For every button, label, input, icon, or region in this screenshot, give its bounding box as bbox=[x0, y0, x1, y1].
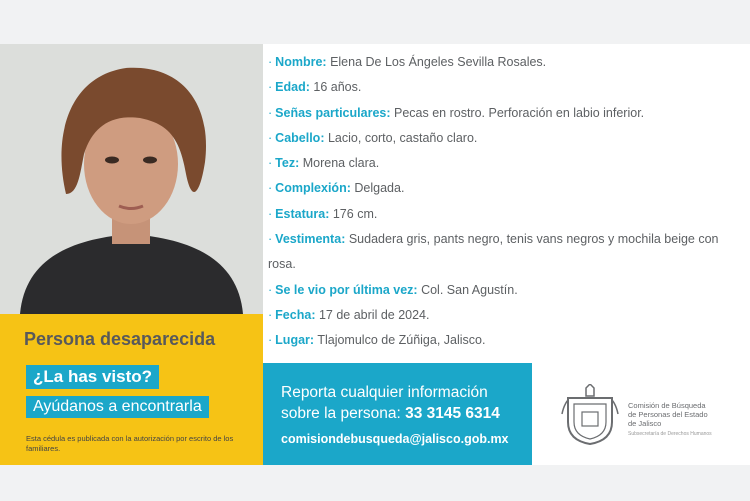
help-label: Ayúdanos a encontrarla bbox=[26, 396, 209, 418]
authorization-note: Esta cédula es publicada con la autorización por escrito de los familiares. bbox=[26, 434, 234, 453]
detail-row: · Señas particulares: Pecas en rostro. Perforación en labio inferior. bbox=[268, 105, 645, 120]
detail-row: · Estatura: 176 cm. bbox=[268, 206, 378, 221]
question-label: ¿La has visto? bbox=[26, 365, 159, 389]
missing-person-poster bbox=[0, 44, 750, 465]
detail-row: · Nombre: Elena De Los Ángeles Sevilla Rosales. bbox=[268, 55, 547, 69]
person-photo bbox=[0, 44, 263, 314]
detail-row: · Lugar: Tlajomulco de Zúñiga, Jalisco. bbox=[268, 333, 486, 348]
detail-row: · Edad: 16 años. bbox=[268, 80, 362, 95]
contact-email[interactable]: comisiondebusqueda@jalisco.gob.mx bbox=[281, 432, 509, 446]
organization-name: Comisión de Búsqueda de Personas del Estado de Jalisco Subsecretaría de Derechos Humanos bbox=[628, 401, 748, 439]
detail-row: · Vestimenta: Sudadera gris, pants negro, tenis vans negros y mochila beige con rosa. bbox=[268, 232, 719, 272]
detail-row: · Tez: Morena clara. bbox=[268, 156, 380, 171]
detail-row: · Fecha: 17 de abril de 2024. bbox=[268, 307, 430, 322]
contact-line: Reporta cualquier información bbox=[281, 384, 488, 401]
detail-row: · Se le vio por última vez: Col. San Agustín. bbox=[268, 282, 518, 297]
organization-sub: Subsecretaría de Derechos Humanos bbox=[628, 431, 712, 437]
contact-phone-line: sobre la persona: 33 3145 6314 bbox=[281, 405, 500, 422]
missing-banner bbox=[0, 314, 263, 465]
status-title: Persona desaparecida bbox=[24, 329, 216, 349]
details-list bbox=[268, 50, 748, 354]
detail-row: · Complexión: Delgada. bbox=[268, 181, 405, 196]
detail-row: · Cabello: Lacio, corto, castaño claro. bbox=[268, 130, 478, 145]
contact-panel bbox=[263, 363, 532, 465]
phone-number[interactable]: 33 3145 6314 bbox=[405, 405, 500, 422]
jalisco-seal-icon bbox=[560, 384, 620, 446]
